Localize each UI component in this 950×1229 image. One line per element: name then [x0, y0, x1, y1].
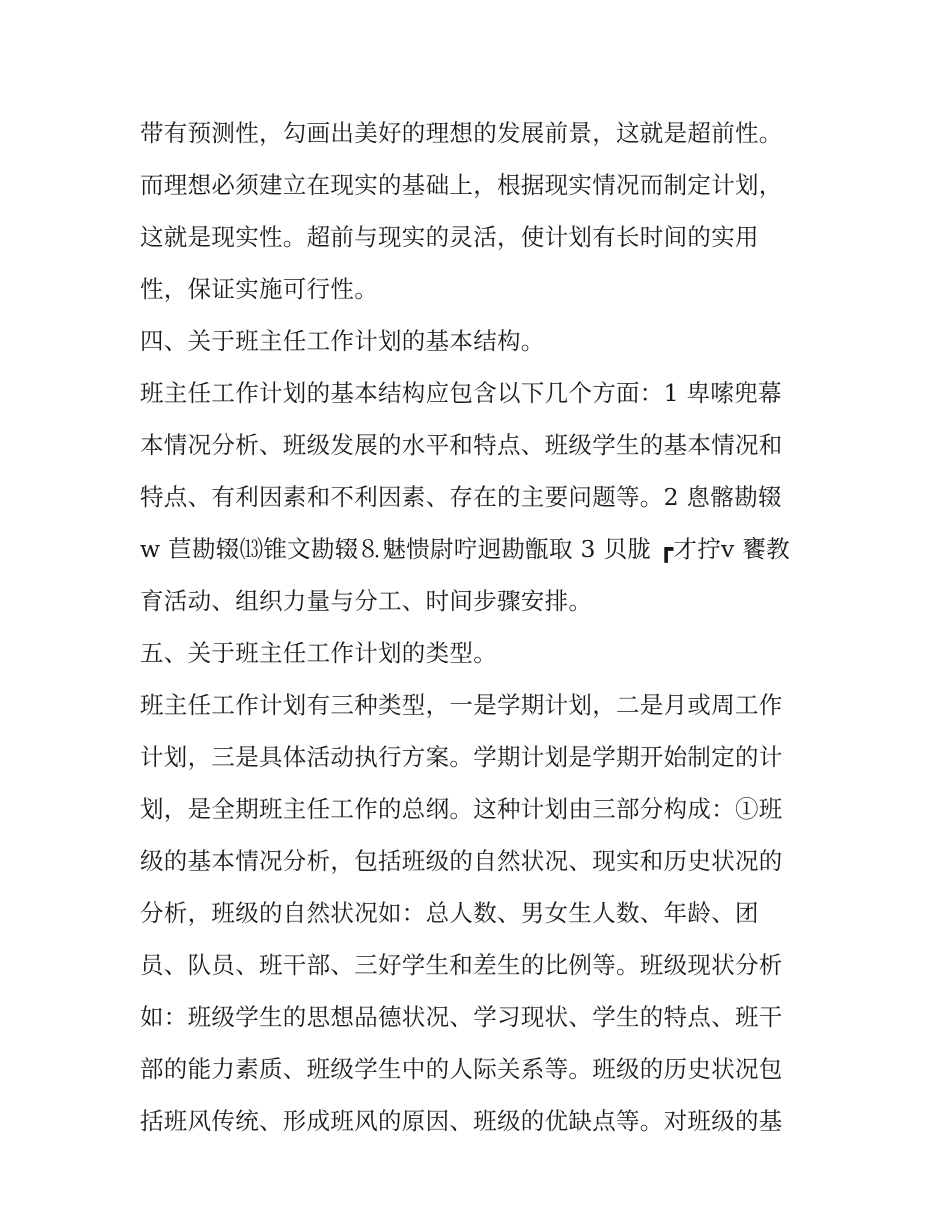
text-line: 而理想必须建立在现实的基础上，根据现实情况而制定计划， [140, 171, 783, 199]
text-line: 性，保证实施可行性。 [140, 275, 378, 303]
text-line: 带有预测性，勾画出美好的理想的发展前景，这就是超前性。 [140, 119, 783, 147]
text-line: 括班风传统、形成班风的原因、班级的优缺点等。对班级的基 [140, 1107, 783, 1135]
text-line: 员、队员、班干部、三好学生和差生的比例等。班级现状分析 [140, 951, 783, 979]
text-line: 本情况分析、班级发展的水平和特点、班级学生的基本情况和 [140, 431, 783, 459]
text-line: 级的基本情况分析，包括班级的自然状况、现实和历史状况的 [140, 847, 783, 875]
text-line: 这就是现实性。超前与现实的灵活，使计划有长时间的实用 [140, 223, 759, 251]
section-heading: 四、关于班主任工作计划的基本结构。 [140, 327, 545, 355]
text-line: 分析，班级的自然状况如：总人数、男女生人数、年龄、团 [140, 899, 759, 927]
text-line: 如：班级学生的思想品德状况、学习现状、学生的特点、班干 [140, 1003, 783, 1031]
body-text [140, 107, 820, 1147]
text-line: 育活动、组织力量与分工、时间步骤安排。 [140, 587, 593, 615]
text-line: 班主任工作计划有三种类型，一是学期计划，二是月或周工作 [140, 691, 783, 719]
text-line: w 苣勘辍⒀锥文勘辍⒏魅愦尉咛迥勘甑取 3 贝胧 ┏才拧v 饔教 [140, 535, 790, 563]
text-line: 班主任工作计划的基本结构应包含以下几个方面：1 卑嗦兜幕 [140, 379, 782, 407]
section-heading: 五、关于班主任工作计划的类型。 [140, 639, 497, 667]
text-line: 特点、有利因素和不利因素、存在的主要问题等。2 悤髂勘辍 [140, 483, 782, 511]
text-line: 计划，三是具体活动执行方案。学期计划是学期开始制定的计 [140, 743, 783, 771]
text-line: 划，是全期班主任工作的总纲。这种计划由三部分构成：①班 [140, 795, 783, 823]
text-line: 部的能力素质、班级学生中的人际关系等。班级的历史状况包 [140, 1055, 783, 1083]
